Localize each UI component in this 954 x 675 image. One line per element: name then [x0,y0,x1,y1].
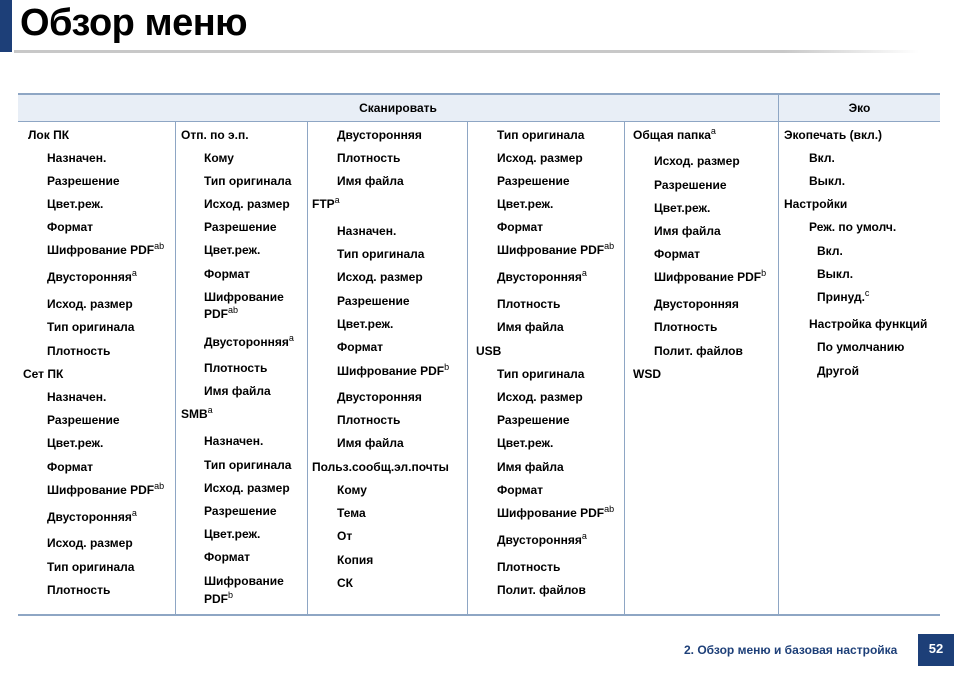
menu-item-label: Двусторонняя [654,297,739,311]
menu-item [337,529,352,544]
footnote-marker: a [131,268,137,278]
menu-item [817,364,859,379]
menu-item-label: Шифрование [204,574,284,588]
menu-item [47,344,110,359]
menu-item-label: Исход. размер [337,270,423,284]
footnote-marker: a [131,508,137,518]
menu-item [47,297,133,312]
menu-item-label: Разрешение [654,178,727,192]
menu-item [204,151,234,166]
menu-item-label: Плотность [204,361,268,375]
menu-item [337,576,353,591]
header-eco: Эко [848,101,871,115]
menu-item-label: По умолчанию [817,340,905,354]
menu-item-label: Цвет.реж. [337,317,394,331]
menu-item [497,533,587,548]
menu-item [337,294,410,309]
menu-item-label: Разрешение [47,413,120,427]
menu-item-label: Двусторонняя [497,270,582,284]
menu-item [204,504,277,519]
menu-item-label: Тип оригинала [204,174,292,188]
menu-item [497,367,584,382]
menu-item [47,560,134,575]
footnote-marker: c [864,288,870,298]
menu-item [654,178,727,193]
menu-item-label: Двусторонняя [497,533,582,547]
menu-item [204,267,250,282]
footnote-marker: b [444,362,450,372]
menu-item-label: Назначен. [337,224,397,238]
menu-item-label: Тип оригинала [337,247,425,261]
menu-item [337,340,383,355]
menu-item-label: Разрешение [497,413,570,427]
menu-item-label: Разрешение [337,294,410,308]
menu-item-label: Плотность [337,151,401,165]
menu-item [809,174,845,189]
footer-chapter: 2. Обзор меню и базовая настройка [684,643,898,657]
menu-item-label: Имя файла [337,174,404,188]
menu-item [337,390,422,405]
menu-item-label: PDF [204,592,228,606]
menu-item-label: SMB [181,407,208,421]
menu-item [47,243,164,258]
menu-item [809,151,835,166]
menu-item-label: Цвет.реж. [47,436,104,450]
menu-item-label: Копия [337,553,374,567]
menu-item [204,361,267,376]
table-header-divider [18,121,940,122]
menu-item [497,151,583,166]
footnote-marker: ab [154,481,165,491]
menu-item [817,340,904,355]
column-divider [624,122,625,614]
menu-item-label: Имя файла [497,460,564,474]
menu-item-label: Разрешение [204,220,277,234]
column-divider [467,122,468,614]
footnote-marker: a [207,405,213,415]
menu-item [204,220,277,235]
menu-item-label: USB [476,344,502,358]
menu-table [18,93,940,616]
menu-item-label: Вкл. [809,151,835,165]
menu-item [497,483,543,498]
menu-item [817,290,869,305]
menu-item [337,364,449,379]
menu-item [47,390,106,405]
menu-item-label: Формат [204,550,251,564]
menu-item [47,436,103,451]
menu-item-label: Вкл. [817,244,843,258]
menu-item-label: Плотность [497,297,561,311]
menu-item-label: Исход. размер [47,297,133,311]
menu-item [337,128,422,143]
menu-item [47,583,110,598]
footnote-marker: ab [154,241,165,251]
menu-item-label: Разрешение [204,504,277,518]
menu-item [497,128,584,143]
footnote-marker: a [581,268,587,278]
menu-item-label: Цвет.реж. [204,527,261,541]
menu-item [204,481,290,496]
menu-item [784,197,847,212]
menu-item-label: Экопечать (вкл.) [784,128,883,142]
menu-item [654,270,766,285]
menu-item-label: Полит. файлов [497,583,586,597]
menu-item-label: Исход. размер [204,197,290,211]
menu-item [476,344,501,359]
menu-item-label: Цвет.реж. [654,201,711,215]
menu-item [204,197,290,212]
menu-item [654,224,721,239]
menu-item [784,128,882,143]
menu-item [204,550,250,565]
menu-item [204,384,271,399]
menu-item [47,197,103,212]
menu-item [47,151,106,166]
menu-item [497,197,553,212]
menu-item [204,243,260,258]
menu-item-label: Другой [817,364,859,378]
menu-item [337,413,400,428]
menu-item [337,174,404,189]
menu-item-label: Лок ПК [28,128,70,142]
menu-item [654,344,743,359]
menu-item-label: Формат [497,483,544,497]
menu-item-label: Шифрование PDF [337,364,445,378]
menu-item [633,128,716,143]
menu-item-label: Реж. по умолч. [809,220,897,234]
menu-item-label: Цвет.реж. [204,243,261,257]
menu-item [497,220,543,235]
menu-item [337,151,400,166]
menu-item [181,407,213,422]
menu-item-label: Формат [497,220,544,234]
menu-item [497,413,570,428]
footnote-marker: a [288,333,294,343]
menu-item [497,460,564,475]
menu-item-label: Имя файла [654,224,721,238]
menu-item-label: Принуд. [817,290,865,304]
menu-item-label: Кому [204,151,234,165]
menu-item-label: Настройки [784,197,848,211]
menu-item [47,536,133,551]
menu-item-label: СК [337,576,353,590]
menu-item-label: Имя файла [337,436,404,450]
menu-item [497,560,560,575]
menu-item [654,320,717,335]
menu-item [654,247,700,262]
menu-item [204,574,284,589]
menu-item [654,154,740,169]
menu-item-label: Тип оригинала [47,560,135,574]
footnote-marker: a [581,531,587,541]
menu-item [337,553,373,568]
footnote-marker: b [228,590,234,600]
menu-item [204,527,260,542]
menu-item [47,174,120,189]
menu-item-label: Имя файла [204,384,271,398]
menu-item-label: Полит. файлов [654,344,743,358]
menu-item-label: Польз.сообщ.эл.почты [312,460,449,474]
menu-item-label: Двусторонняя [204,335,289,349]
menu-item-label: От [337,529,353,543]
page-title: Обзор меню [20,2,248,44]
menu-item [204,307,238,322]
menu-item [497,390,583,405]
menu-item [497,583,586,598]
footnote-marker: b [761,268,767,278]
menu-item-label: Исход. размер [47,536,133,550]
menu-item-label: Двусторонняя [337,390,422,404]
menu-item-label: Исход. размер [204,481,290,495]
menu-item-label: Плотность [47,583,111,597]
menu-item [497,270,587,285]
menu-item [337,224,396,239]
menu-item [497,297,560,312]
menu-item-label: FTP [312,197,335,211]
menu-item [817,244,843,259]
menu-item-label: Формат [47,460,94,474]
menu-item [47,483,164,498]
menu-item-label: Имя файла [497,320,564,334]
menu-item [47,270,137,285]
column-divider [778,93,779,616]
footnote-marker: a [334,195,340,205]
menu-item-label: Шифрование PDF [497,506,605,520]
menu-item-label: Сет ПК [23,367,64,381]
menu-item-label: PDF [204,307,228,321]
menu-item [312,197,340,212]
menu-item-label: Разрешение [47,174,120,188]
menu-item [204,335,294,350]
menu-item-label: Тип оригинала [204,458,292,472]
menu-item [204,592,233,607]
menu-item [337,247,424,262]
menu-item-label: Назначен. [204,434,264,448]
menu-item-label: Плотность [337,413,401,427]
menu-item-label: Шифрование PDF [47,483,155,497]
menu-item [47,460,93,475]
menu-item-label: Шифрование PDF [47,243,155,257]
page-number: 52 [918,634,954,666]
menu-item [204,434,263,449]
menu-item-label: Плотность [654,320,718,334]
menu-item [337,317,393,332]
menu-item-label: Двусторонняя [47,510,132,524]
menu-item-label: Тип оригинала [497,367,585,381]
menu-item [337,506,366,521]
column-divider [175,122,176,614]
menu-item [204,458,291,473]
menu-item-label: Тип оригинала [47,320,135,334]
menu-item-label: Настройка функций [809,317,928,331]
menu-item [497,506,614,521]
menu-item-label: Тип оригинала [497,128,585,142]
menu-item-label: Плотность [497,560,561,574]
menu-item-label: Тема [337,506,366,520]
menu-item [204,290,284,305]
footnote-marker: ab [228,305,239,315]
menu-item-label: Общая папка [633,128,711,142]
menu-item [654,201,710,216]
footnote-marker: a [710,126,716,136]
menu-item [497,243,614,258]
menu-item-label: Выкл. [809,174,846,188]
menu-item [817,267,853,282]
header-scan: Сканировать [359,101,437,115]
menu-item-label: Исход. размер [497,390,583,404]
menu-item [633,367,661,382]
menu-item [47,220,93,235]
menu-item-label: Назначен. [47,151,107,165]
menu-item [497,174,570,189]
menu-item-label: Формат [654,247,701,261]
menu-item-label: Разрешение [497,174,570,188]
menu-item [23,367,63,382]
menu-item-label: Шифрование PDF [654,270,762,284]
menu-item-label: Исход. размер [497,151,583,165]
menu-item-label: Кому [337,483,367,497]
menu-item-label: Цвет.реж. [497,197,554,211]
menu-item [337,436,404,451]
menu-item-label: Цвет.реж. [47,197,104,211]
menu-item-label: Отп. по э.п. [181,128,249,142]
menu-item-label: Формат [204,267,251,281]
menu-item [337,270,423,285]
menu-item [28,128,69,143]
menu-item [47,413,120,428]
menu-item-label: Выкл. [817,267,854,281]
menu-item [47,510,137,525]
column-divider [307,122,308,614]
footnote-marker: ab [604,504,615,514]
menu-item [337,483,367,498]
footnote-marker: ab [604,241,615,251]
menu-item-label: Шифрование [204,290,284,304]
menu-item-label: Плотность [47,344,111,358]
menu-item-label: Формат [337,340,384,354]
menu-item [204,174,291,189]
menu-item-label: Исход. размер [654,154,740,168]
table-bottom-border [18,614,940,616]
menu-item [312,460,449,475]
menu-item [181,128,249,143]
menu-item-label: WSD [633,367,661,381]
menu-item-label: Двусторонняя [337,128,422,142]
menu-item-label: Назначен. [47,390,107,404]
menu-item-label: Цвет.реж. [497,436,554,450]
menu-item [654,297,739,312]
menu-item-label: Формат [47,220,94,234]
menu-item-label: Двусторонняя [47,270,132,284]
menu-item [809,220,896,235]
menu-item [497,436,553,451]
menu-item [809,317,927,332]
menu-item [47,320,134,335]
title-divider [14,50,919,53]
menu-item [497,320,564,335]
menu-item-label: Шифрование PDF [497,243,605,257]
title-accent-bar [0,0,12,52]
